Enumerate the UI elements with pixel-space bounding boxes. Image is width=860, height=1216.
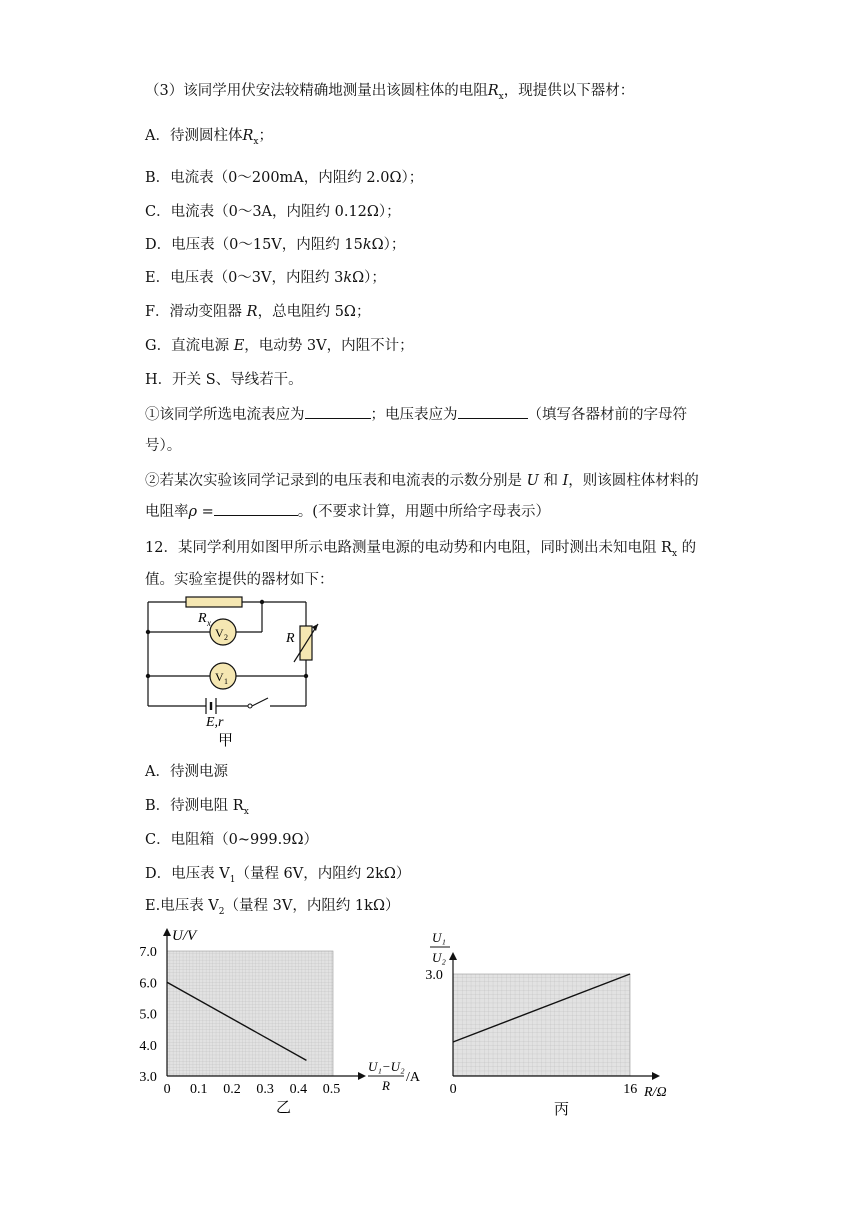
q12-stem-line2: 值。实验室提供的器材如下： <box>145 572 334 588</box>
svg-text:V: V <box>215 670 224 684</box>
chart-bing <box>418 922 688 1122</box>
y-axis-label: U/V <box>172 928 197 944</box>
item-d: D．电压表（0～15V，内阻约 15kΩ）； <box>145 237 406 253</box>
y-tick-label: 3.0 <box>425 968 443 983</box>
svg-text:2: 2 <box>224 633 228 642</box>
svg-text:1: 1 <box>224 677 228 686</box>
battery-icon <box>206 698 216 714</box>
y-tick-label: 3.0 <box>139 1070 157 1085</box>
chart-yi <box>130 922 440 1122</box>
x-axis-label-denominator: R <box>382 1078 390 1093</box>
item-e: E．电压表（0～3V，内阻约 3kΩ）； <box>145 270 386 286</box>
circuit-caption: 甲 <box>218 733 234 749</box>
x-tick-label: 0.2 <box>223 1082 241 1097</box>
svg-text:V: V <box>215 626 224 640</box>
q12-item-e: E.电压表 $V_2$（量程 3V，内阻约 1kΩ） <box>145 898 400 917</box>
x-tick-label: 16 <box>623 1082 638 1097</box>
item-h: H．开关 S、导线若干。 <box>145 372 303 388</box>
switch-icon <box>248 704 252 708</box>
intro-text: （3）该同学用伏安法较精确地测量出该圆柱体的电阻 <box>145 83 488 99</box>
x-tick-label: 0.4 <box>289 1082 308 1097</box>
y-axis-arrow-icon <box>449 952 457 960</box>
q12-item-c: C．电阻箱（0~999.9Ω） <box>145 832 319 848</box>
label-r: R <box>286 631 295 646</box>
circuit-diagram <box>140 594 320 754</box>
answer-blank-ammeter[interactable] <box>305 418 371 419</box>
item-g: G．直流电源 E，电动势 3V，内阻不计； <box>145 338 414 354</box>
x-tick-label: 0.1 <box>190 1082 208 1097</box>
answer-blank-resistivity[interactable] <box>214 515 298 516</box>
x-tick-label: 0 <box>163 1082 171 1097</box>
q12-stem-line1: 12．某同学利用如图甲所示电路测量电源的电动势和内电阻，同时测出未知电阻 $R_x$ 的 <box>145 540 697 559</box>
junction-dot <box>304 674 308 678</box>
question-2-cont: 电阻率ρ = 。(不要求计算，用题中所给字母表示） <box>145 504 550 520</box>
item-b: B．电流表（0～200mA，内阻约 2.0Ω）； <box>145 170 424 186</box>
label-rx: R <box>198 611 207 626</box>
x-tick-label: 0.3 <box>256 1082 274 1097</box>
label-source: E,r <box>206 715 224 730</box>
variable-arrow-icon <box>312 624 318 631</box>
question-1: ①该同学所选电流表应为 ；电压表应为 （填写各器材前的字母符 <box>145 407 687 423</box>
junction-dot <box>146 674 150 678</box>
answer-blank-voltmeter[interactable] <box>458 418 528 419</box>
q12-item-b: B．待测电阻 $R_x$ <box>145 798 249 817</box>
y-tick-label: 6.0 <box>139 976 157 992</box>
y-tick-label: 4.0 <box>139 1038 157 1054</box>
y-axis-label-numerator: U₁ <box>432 930 446 945</box>
item-f: F．滑动变阻器 R，总电阻约 5Ω； <box>145 304 371 320</box>
x-tick-label: 0.5 <box>322 1082 341 1097</box>
question-2: ②若某次实验该同学记录到的电压表和电流表的示数分别是 U 和 I，则该圆柱体材料的 <box>145 473 699 489</box>
x-axis-arrow-icon <box>652 1072 660 1080</box>
x-axis-arrow-icon <box>358 1072 366 1080</box>
x-axis-label-unit: /A <box>406 1070 420 1085</box>
y-tick-label: 7.0 <box>139 945 157 960</box>
resistor-rx <box>186 597 242 607</box>
item-c: C．电流表（0～3A，内阻约 0.12Ω）； <box>145 204 401 220</box>
x-axis-label-numerator: U₁−U₂ <box>368 1059 405 1074</box>
question-1-cont: 号）。 <box>145 438 182 454</box>
x-axis-label: R/Ω <box>644 1085 667 1100</box>
y-tick-label: 5.0 <box>139 1007 157 1023</box>
chart-caption: 丙 <box>554 1102 570 1118</box>
chart-caption: 乙 <box>276 1100 292 1116</box>
item-a: A．待测圆柱体$R_x$； <box>145 128 273 147</box>
junction-dot <box>260 600 264 604</box>
intro-text-end: ，现提供以下器材： <box>503 83 635 99</box>
junction-dot <box>146 630 150 634</box>
y-axis-label-denominator: U₂ <box>432 950 446 965</box>
svg-text:x: x <box>207 618 211 628</box>
q12-item-d: D．电压表 $V_1$（量程 6V，内阻约 2kΩ） <box>145 866 411 885</box>
section3-intro <box>145 79 634 102</box>
intro-var: R <box>487 83 499 99</box>
y-axis-arrow-icon <box>163 928 171 936</box>
q12-item-a: A．待测电源 <box>145 764 228 780</box>
x-tick-label: 0 <box>449 1082 457 1097</box>
intro-sub: x <box>498 91 504 102</box>
